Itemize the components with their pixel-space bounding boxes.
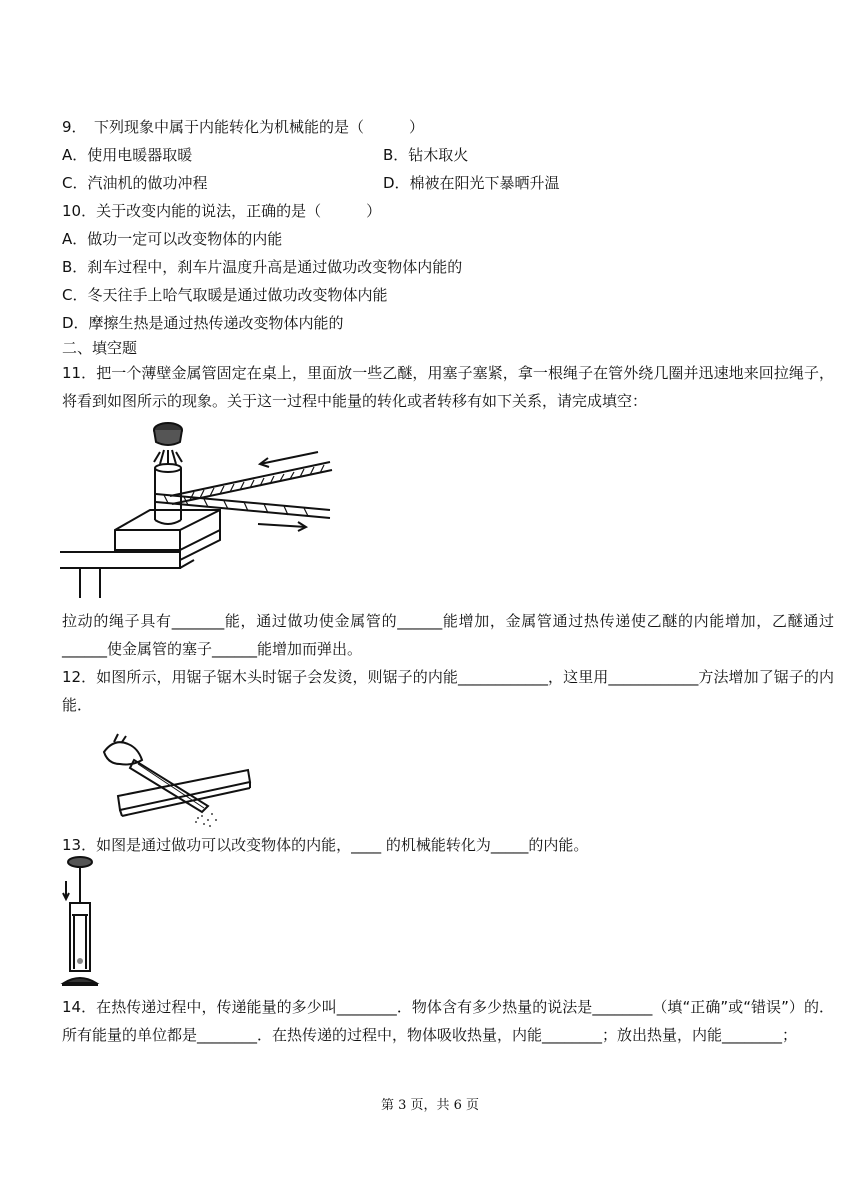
saw-wood-figure [98,720,258,830]
page-footer: 第 3 页，共 6 页 [380,1098,480,1113]
q10-option-b: B．刹车过程中，刹车片温度升高是通过做功改变物体内能的 [62,258,463,276]
section-heading: 二、填空题 [62,339,138,357]
metal-tube-rope-figure [60,418,340,602]
q10-option-c: C．冬天往手上哈气取暖是通过做功改变物体内能 [62,286,388,304]
q11-stem: 11．把一个薄壁金属管固定在桌上，里面放一些乙醚，用塞子塞紧，拿一根绳子在管外绕几圈并迅速地来回拉绳子，将看到如图所示的现象。关于这一过程中能量的转化或者转移有如下关系，请完成填空： [62,364,834,410]
q14-text: 14．在热传递过程中，传递能量的多少叫________．物体含有多少热量的说法是________（填“正确”或“错误”）的．所有能量的单位都是________．在热传递的过程中，物体吸收热量，内能________；放出热量，内能________； [62,998,834,1044]
q10-option-a: A．做功一定可以改变物体的内能 [62,230,283,248]
q11-answer: 拉动的绳子具有_______能，通过做功使金属管的______能增加，金属管通过热传递使乙醚的内能增加，乙醚通过______使金属管的塞子______能增加而弹出。 [62,612,834,658]
q9-option-a: A．使用电暖器取暖 [62,146,193,164]
q13-text: 13．如图是通过做功可以改变物体的内能，____ 的机械能转化为_____的内能。 [62,836,589,854]
q9-option-b: B．钻木取火 [383,146,469,164]
air-compression-piston-figure [60,855,100,990]
q9-option-c: C．汽油机的做功冲程 [62,174,208,192]
q10-stem: 10．关于改变内能的说法，正确的是（ ） [62,202,382,220]
q10-option-d: D．摩擦生热是通过热传递改变物体内能的 [62,314,344,332]
q12-text: 12．如图所示，用锯子锯木头时锯子会发烫，则锯子的内能____________，这里用____________方法增加了锯子的内能． [62,668,834,714]
q9-option-d: D．棉被在阳光下暴晒升温 [383,174,560,192]
q9-stem: 9． 下列现象中属于内能转化为机械能的是（ ） [62,118,425,136]
